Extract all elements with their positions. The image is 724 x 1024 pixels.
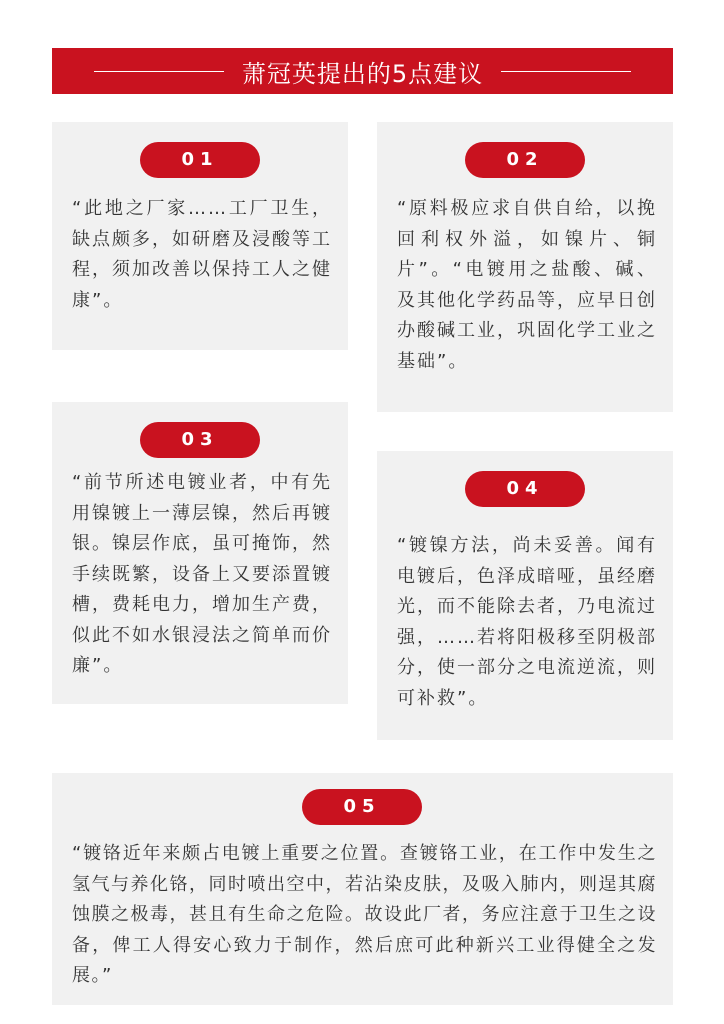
suggestion-text: “此地之厂家……工厂卫生，缺点颇多，如研磨及浸酸等工程，须加改善以保持工人之健康”。 [72, 198, 332, 311]
suggestion-number-badge: 04 [465, 471, 585, 507]
title-banner [52, 48, 673, 94]
page-title: 萧冠英提出的5点建议 [241, 59, 484, 88]
suggestion-text: “原料极应求自供自给，以挽回利权外溢，如镍片、铜片”。“电镀用之盐酸、碱、及其他化学药品等，应早日创办酸碱工业，巩固化学工业之基础”。 [397, 198, 657, 372]
suggestion-card-02 [377, 122, 673, 412]
suggestion-text: “镀镍方法，尚未妥善。闻有电镀后，色泽成暗哑，虽经磨光，而不能除去者，乃电流过强，……若将阳极移至阴极部分，使一部分之电流逆流，则可补救”。 [397, 535, 657, 709]
suggestion-number-badge: 02 [465, 142, 585, 178]
suggestion-card-05 [52, 773, 673, 1005]
banner-left-rule [94, 71, 224, 72]
suggestion-number-badge: 05 [302, 789, 422, 825]
suggestion-card-04 [377, 451, 673, 740]
suggestion-number-badge: 03 [140, 422, 260, 458]
suggestion-text: “前节所述电镀业者，中有先用镍镀上一薄层镍，然后再镀银。镍层作底，虽可掩饰，然手续既繁，设备上又要添置镀槽，费耗电力，增加生产费，似此不如水银浸法之简单而价廉”。 [72, 472, 332, 676]
suggestion-text: “镀铬近年来颇占电镀上重要之位置。查镀铬工业，在工作中发生之氢气与养化铬，同时喷出空中，若沾染皮肤，及吸入肺内，则逞其腐蚀膜之极毒，甚且有生命之危险。故设此厂者，务应注意于卫生之设备，俾工人得安心致力于制作，然后庶可此种新兴工业得健全之发展。” [72, 843, 657, 986]
suggestion-card-03 [52, 402, 348, 704]
banner-right-rule [501, 71, 631, 72]
suggestion-number-badge: 01 [140, 142, 260, 178]
suggestion-card-01 [52, 122, 348, 350]
